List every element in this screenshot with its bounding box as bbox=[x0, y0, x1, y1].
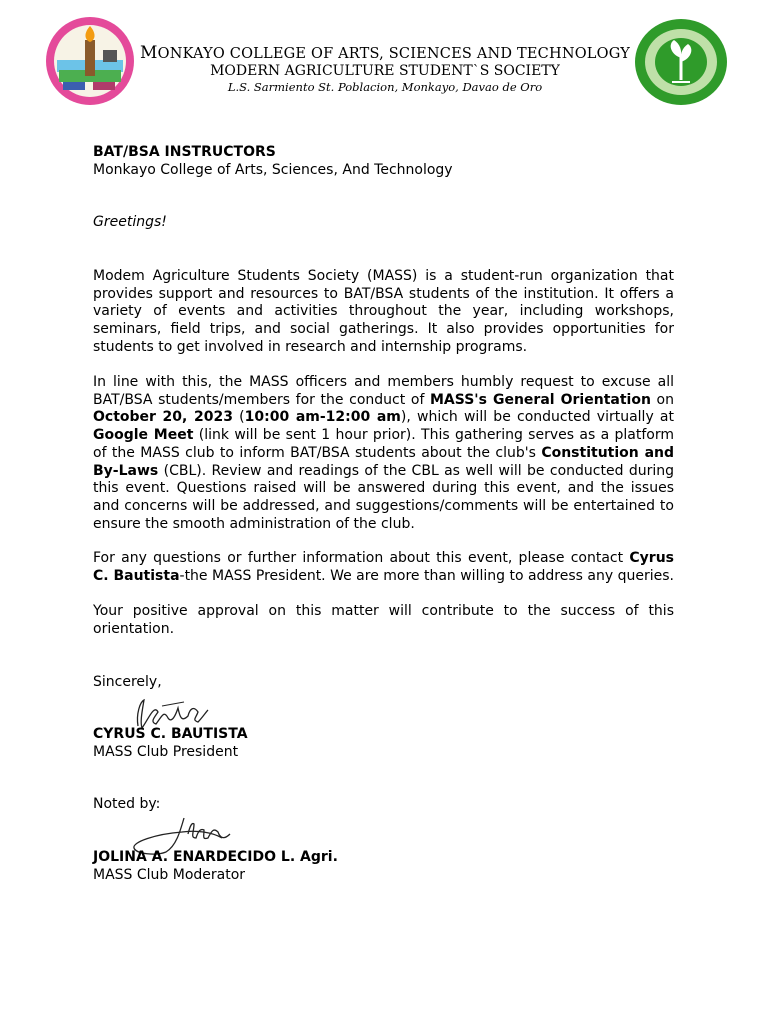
paragraph-intro: Modem Agriculture Students Society (MASS) is a student-run organization that provides support and resources to BAT/BSA students of the institution. It offers a variety of events and activities throughout the year, including workshops, seminars, field trips, and social gatherings. It also provides opportunities for students to get involved in research and internship programs. bbox=[93, 268, 674, 355]
moderator-role: MASS Club Moderator bbox=[93, 866, 246, 883]
society-name: MODERN AGRICULTURE STUDENT`S SOCIETY bbox=[210, 63, 560, 79]
greeting: Greetings! bbox=[93, 214, 167, 230]
paragraph-request: In line with this, the MASS officers and members humbly request to excuse all BAT/BSA students/members for the conduct of MASS's General Orientation on October 20, 2023 (10:00 am-12:00 am), which will be conducted virtually at Google Meet (link will be sent 1 hour prior). This gathering serves as a platform of the MASS club to inform BAT/BSA students about the club's Constitution and By-Laws (CBL). Review and readings of the CBL as well will be conducted during this event. Questions raised will be answered during this event, and the issues and concerns will be addressed, and suggestions/comments will be entertained to ensure the smooth administration of the club. bbox=[93, 374, 675, 532]
paragraph-approval: Your positive approval on this matter will contribute to the success of this orientation. bbox=[93, 603, 674, 637]
recipient-title: BAT/BSA INSTRUCTORS bbox=[93, 144, 276, 160]
college-name bbox=[140, 43, 630, 63]
closing: Sincerely, bbox=[93, 674, 162, 690]
signatory-president bbox=[93, 726, 674, 761]
paragraph-contact: For any questions or further information about this event, please contact Cyrus C. Bautista-the MASS President. We are more than willing to address any queries. bbox=[93, 550, 674, 584]
recipient-institution: Monkayo College of Arts, Sciences, And Technology bbox=[93, 161, 453, 178]
college-name-initial: M bbox=[140, 43, 158, 63]
recipient-block bbox=[93, 144, 674, 179]
mass-society-logo bbox=[634, 18, 728, 106]
president-role: MASS Club President bbox=[93, 743, 239, 760]
college-name-rest: ONKAYO COLLEGE OF ARTS, SCIENCES AND TECHNOLOGY bbox=[157, 46, 631, 62]
college-seal-logo bbox=[45, 16, 135, 106]
moderator-name: JOLINA A. ENARDECIDO L. Agri. bbox=[93, 849, 338, 865]
signatory-moderator bbox=[93, 849, 674, 884]
college-address: L.S. Sarmiento St. Poblacion, Monkayo, Davao de Oro bbox=[227, 80, 543, 94]
president-name: CYRUS C. BAUTISTA bbox=[93, 726, 248, 742]
noted-by-label: Noted by: bbox=[93, 796, 161, 812]
